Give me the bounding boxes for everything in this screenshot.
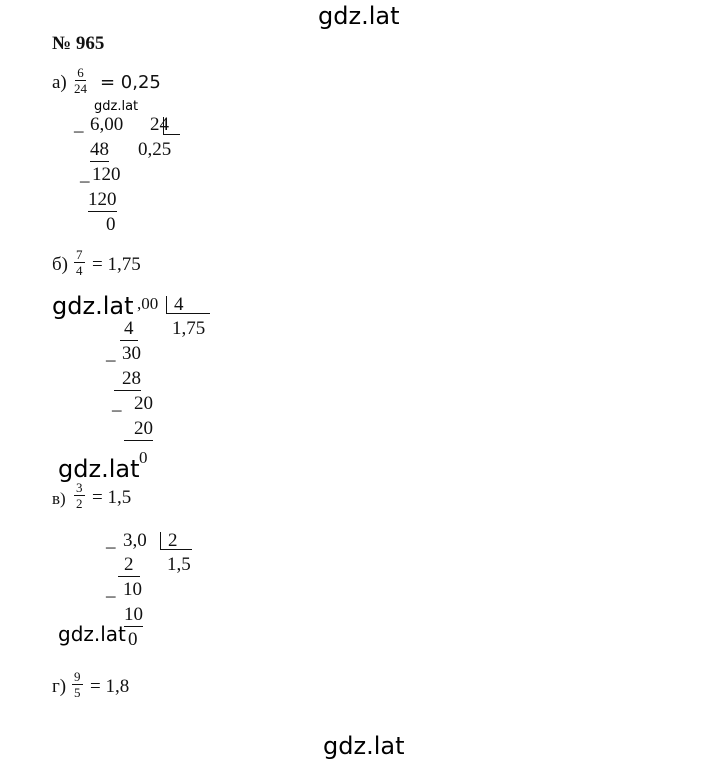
part-v-minus-1: _ (106, 530, 116, 551)
part-b-dividend-tail: ,00 (137, 294, 159, 313)
part-v-remainder: 0 (128, 629, 138, 650)
part-v-result: = 1,5 (92, 487, 132, 508)
part-b-step: 30 (122, 343, 141, 364)
part-a-divisor-line (163, 134, 180, 135)
part-v-denominator: 2 (76, 496, 83, 511)
part-a-dividend: 6,00 (90, 114, 124, 135)
task-number: № 965 (52, 33, 105, 54)
part-b-step: 20 (124, 418, 153, 441)
part-v-label: в) (52, 489, 66, 508)
part-b-step: 28 (114, 368, 141, 391)
part-b-minus-3: _ (112, 393, 122, 414)
part-a-minus-2: _ (80, 164, 90, 185)
part-v-division-bar (160, 532, 161, 549)
part-b-quotient: 1,75 (172, 318, 206, 339)
watermark: gdz.lat (58, 455, 140, 483)
part-a-divisor: 24 (150, 114, 169, 135)
part-v-dividend: 3,0 (123, 530, 147, 551)
part-v-divisor-line (160, 549, 192, 550)
part-v-fraction (74, 481, 85, 510)
part-a-numerator: 6 (77, 65, 84, 80)
part-v-step: 2 (118, 554, 140, 577)
part-a-result: = 0,25 (100, 72, 161, 93)
part-b-numerator: 7 (76, 247, 83, 262)
part-b-step: 20 (134, 393, 153, 414)
part-v-numerator: 3 (76, 480, 83, 495)
part-b-step: 4 (120, 318, 138, 341)
watermark: gdz.lat (58, 622, 126, 646)
part-b-remainder: 0 (139, 448, 148, 467)
part-v-divisor: 2 (168, 530, 178, 551)
part-b-label: б) (52, 254, 68, 275)
part-b-result: = 1,75 (92, 254, 141, 275)
small-watermark: gdz.lat (94, 99, 139, 114)
part-b-fraction (74, 248, 85, 277)
watermark-top: gdz.lat (318, 2, 400, 30)
part-a-step: 120 (88, 189, 117, 210)
part-g-numerator: 9 (74, 669, 81, 684)
part-g-fraction (72, 670, 83, 699)
part-b-division-bar (166, 296, 167, 313)
part-g-label: г) (52, 676, 67, 697)
part-a-step: 120 (92, 164, 121, 185)
part-b-divisor: 4 (174, 294, 184, 315)
part-a-step: 48 (90, 139, 109, 160)
part-v-step: 10 (124, 604, 143, 625)
part-v-minus-2: _ (106, 579, 116, 600)
part-b-minus-2: _ (106, 343, 116, 364)
watermark: gdz.lat (52, 292, 134, 320)
part-a-denominator: 24 (74, 81, 87, 96)
part-g-denominator: 5 (74, 685, 81, 700)
part-a-quotient: 0,25 (138, 139, 172, 160)
part-a-remainder: 0 (106, 214, 116, 235)
part-b-denominator: 4 (76, 263, 83, 278)
part-b-divisor-line (166, 313, 210, 314)
part-v-quotient: 1,5 (167, 554, 191, 575)
part-g-result: = 1,8 (90, 676, 130, 697)
watermark-bottom: gdz.lat (323, 732, 405, 760)
part-v-step: 10 (123, 579, 142, 600)
part-a-fraction (74, 66, 87, 95)
part-a-minus-1: _ (74, 114, 84, 135)
part-a-label: а) (52, 72, 67, 93)
